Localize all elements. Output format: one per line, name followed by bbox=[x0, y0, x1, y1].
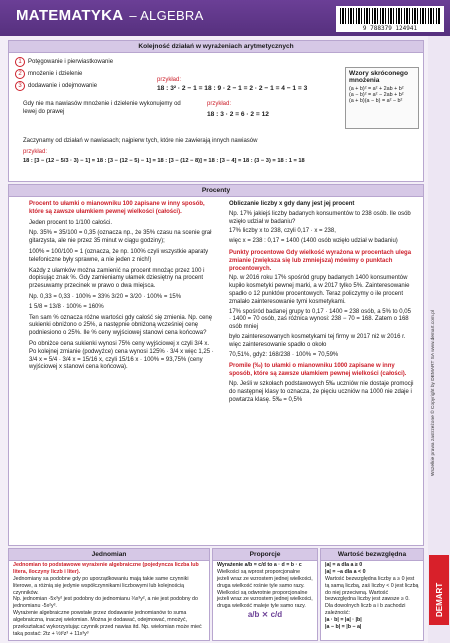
formula-2: (a − b)² = a² − 2ab + b² bbox=[349, 92, 404, 98]
percent-dress-problem: Ten sam % oznacza różne wartości gdy całość się zmienia. Np. cenę sukienki obniżono o 25%, a następnie obniżoną wcześniej cenę podniesiono o 25%. Ile % ceny wyjściowej stanowi cena końcowa? bbox=[29, 314, 213, 337]
percent-example-100: 100% = 100/100 = 1 (oznacza, że np. 100% czyli wszystkie aparaty telefoniczne były sprawne, a nie jeden z nich!) bbox=[29, 248, 209, 263]
side-strip bbox=[428, 36, 450, 643]
percent-example-35: Np. 35% = 35/100 = 0,35 (oznacza np., że 35% czasu na scenie grał gitarzysta, ale nie przez 35 minut w ciągu godziny); bbox=[29, 230, 212, 245]
abs-rule-1: |a| = a dla a ≥ 0 bbox=[325, 562, 363, 568]
rule-text-3: dodawanie i odejmowanie bbox=[28, 83, 98, 89]
title-sub: – ALGEBRA bbox=[129, 8, 204, 23]
demart-logo bbox=[429, 555, 449, 625]
ex3-label: przykład: bbox=[23, 149, 48, 155]
percent-def-text: Procent to ułamki o mianowniku 100 zapisane w inny sposób, które są zawsze ułamkiem pewnej wielkości (całości). bbox=[29, 201, 205, 215]
promile-example: Np. Jeśli w szkołach podstawowych 5‰ uczniów nie dostaje promocji do następnej klasy to oznacza, że pięciu uczniów na 1000 nie zdaje i powtarza klasę. 5‰ = 0,5% bbox=[229, 380, 414, 403]
copyright-text: Wszelkie prawa zastrzeżone © Copyright by DEMART SA www.demart.com.pl bbox=[431, 310, 436, 476]
find-x-problem: Np. 17% jakiejś liczby badanych konsumentów to 238 osób. Ile osób wzięło udział w badaniu? bbox=[229, 210, 411, 225]
abs-property-intro: Dla dowolnych liczb a i b zachodzi zależność: bbox=[325, 603, 406, 617]
absolute-value-body bbox=[325, 562, 419, 631]
percent-conversion: Każdy z ułamków można zamienić na procent mnożąc przez 100 i dopisując znak %. Gdy zamieniamy ułamek dziesiętny na procent przesuwamy przecinek w prawo o dwa miejsca. bbox=[29, 267, 205, 290]
cross-multiply-diagram: a/b ⨯ c/d bbox=[247, 610, 283, 620]
formula-3: (a + b)(a − b) = a² − b² bbox=[349, 98, 403, 104]
proportion-title: Proporcje bbox=[213, 549, 317, 561]
formulas-title: Wzory skróconego mnożenia bbox=[349, 70, 408, 84]
monomial-section bbox=[8, 548, 210, 641]
abs-product-rule: |a · b| = |a| · |b| bbox=[325, 617, 362, 623]
percent-section bbox=[8, 184, 424, 546]
order-section bbox=[8, 40, 424, 182]
rule-1 bbox=[15, 57, 315, 67]
rule-number-3: 3 bbox=[15, 81, 25, 91]
ex1-label: przykład: bbox=[157, 77, 182, 83]
find-x-title: Obliczanie liczby x gdy dany jest jej procent bbox=[229, 201, 355, 207]
rule-text-1: Potęgowanie i pierwiastkowanie bbox=[28, 59, 114, 65]
find-x-step1: 17% liczby x to 238, czyli 0,17 · x = 238, bbox=[229, 228, 336, 235]
inverse-proportion: Wielkości są odwrotnie proporcjonalne jeżeli wraz ze wzrostem jednej wielkości, druga wielkość maleje tyle samo razy. bbox=[217, 589, 313, 610]
monomial-body bbox=[13, 562, 205, 638]
abs-explanation: Wartość bezwzględna liczby a ≥ 0 jest tą samą liczbą, zaś liczby < 0 jest liczbą do niej przeciwną. Wartość bezwzględna liczby jest zawsze ≥ 0. bbox=[325, 575, 419, 603]
monomial-example: Np. jednomian -5x³y² jest podobny do jednomianu ⅓x³y², a nie jest podobny do jednomianu -5x²y³. bbox=[13, 596, 198, 610]
monomial-title: Jednomian bbox=[9, 549, 209, 561]
percent-conversion-example: Np. 0,33 = 0,33 · 100% = 33% 3/20 = 3/20 · 100% = 15% bbox=[29, 293, 182, 300]
ex2-label: przykład: bbox=[207, 101, 232, 107]
ex1: 18 : 3² · 2 − 1 = 18 : 9 · 2 − 1 = 2 · 2 − 1 = 4 − 1 = 3 bbox=[157, 85, 308, 92]
percent-dress-solution: Po obniżce cena sukienki wynosi 75% ceny wyjściowej x czyli 3/4 x. Po kolejnej zmianie (podwyżce) cena wynosi 125% · 3/4 x więc 1,25 · 3/4 x = 5/4 · 3/4 x = 15/16 x, czyli 15/16 x · 100% = 93,75% (ceny wyjściowej x stanowi cena końcowa). bbox=[29, 340, 214, 371]
monomial-def: Jednomian to podstawowe wyrażenie algebraiczne (pojedyncza liczba lub litera, iloczyny liczb i liter). bbox=[13, 562, 199, 575]
percent-left bbox=[29, 201, 214, 372]
barcode bbox=[336, 6, 444, 32]
points-def: Punkty procentowe Gdy wielkość wyrażona w procentach ulega zmianie (zwiększa się lub zmniejsza) mówimy o punktach procentowych. bbox=[229, 249, 412, 272]
points-calc: 17% spośród badanej grupy to 0,17 · 1400 = 238 osób, a 5% to 0,05 · 1400 = 70 osób, zaś różnica wynosi: 238 − 70 = 168. Zatem o 168 osób mniej bbox=[229, 308, 411, 331]
rule-number-2: 2 bbox=[15, 69, 25, 79]
logo-text: DEMART bbox=[435, 582, 444, 617]
rule-text-2: mnożenie i dzielenie bbox=[28, 71, 83, 77]
ex3: 18 : [3 − (12 − 5/3 · 3) − 1] = 18 : [3 − (12 − 5) − 1] = 18 : [3 − (12 − 8)] = 18 : [3 − 4] = 18 : (3 − 3) = 18 : 1 = 18 bbox=[23, 158, 305, 164]
percent-def bbox=[29, 201, 214, 217]
find-x-step2: więc x = 238 : 0,17 = 1400 (1400 osób wzięło udział w badaniu) bbox=[229, 238, 398, 245]
rule-number-1: 1 bbox=[15, 57, 25, 67]
left-to-right-note: Gdy nie ma nawiasów mnożenie i dzielenie wykonujemy od lewej do prawej bbox=[23, 101, 181, 115]
proportion-rule: Wyrażenie a/b = c/d to a · d = b · c bbox=[217, 562, 302, 568]
proportion-section bbox=[212, 548, 318, 641]
order-title: Kolejność działań w wyrażeniach arytmetycznych bbox=[9, 41, 423, 53]
percent-mixed-example: 1 5/8 = 13/8 · 100% = 160% bbox=[29, 303, 104, 310]
percent-title: Procenty bbox=[9, 185, 423, 197]
formula-1: (a + b)² = a² + 2ab + b² bbox=[349, 86, 404, 92]
proportion-body bbox=[217, 562, 313, 621]
page-title bbox=[16, 7, 204, 24]
barcode-bars bbox=[340, 8, 440, 24]
percent-one: Jeden procent to 1/100 całości. bbox=[29, 219, 113, 226]
polynomial-def: Wyrażenie algebraiczne powstałe przez dodawanie jednomianów to suma algebraiczna, inaczej wielomian. Można je dodawać, odejmować, mnożyć, przekształcać wykorzystując czynnik przed nawias itd. Np. wielomian może mieć taką postać: 2tz + ½t²z³ + 11x³y³ bbox=[13, 610, 202, 637]
promile-def: Promile (‰) to ułamki o mianowniku 1000 zapisane w inny sposób, które są zawsze ułamkiem pewnej wielkości (całości). bbox=[229, 363, 407, 378]
absolute-value-section bbox=[320, 548, 424, 641]
direct-proportion: Wielkości są wprost proporcjonalne jeżeli wraz ze wzrostem jednej wielkości, druga wielkość rośnie tyle samo razy. bbox=[217, 568, 313, 589]
ex2: 18 : 3 · 2 = 6 · 2 = 12 bbox=[207, 111, 269, 118]
monomial-similar: Jednomiany sa podobne gdy po uporządkowaniu mają takie same czynniki literowe, a różnią się jedynie współczynnikami liczbowymi lub kolejnością czynników. bbox=[13, 575, 189, 596]
title-main: MATEMATYKA bbox=[16, 7, 123, 24]
abs-rule-2: |a| = −a dla a < 0 bbox=[325, 568, 366, 575]
formulas-box bbox=[345, 67, 419, 129]
absolute-value-title: Wartość bezwzględna bbox=[321, 549, 423, 561]
points-conclusion: było zainteresowanych kosmetykami tej firmy w 2017 niż w 2016 r. więc zainteresowanie spadło o około bbox=[229, 333, 406, 348]
points-result: 70,51%, gdyż: 168/238 · 100% = 70,59% bbox=[229, 351, 339, 358]
brackets-note: Zaczynamy od działań w nawiasach; najpierw tych, które nie zawierają innych nawiasów bbox=[23, 138, 258, 144]
barcode-number: 9 788379 124941 bbox=[362, 25, 418, 32]
percent-right bbox=[229, 201, 414, 404]
header bbox=[0, 0, 450, 36]
abs-difference-rule: |a − b| = |b − a| bbox=[325, 623, 362, 630]
points-example: Np. w 2016 roku 17% spośród grupy badanych 1400 konsumentów kupiło kosmetyki pewnej marki, a w 2017 tylko 5%. Zainteresowanie spadło o 12 punktów procentowych. Teraz policzymy o ile procent zmalało zainteresowanie tymi kosmetykami. bbox=[229, 275, 410, 305]
